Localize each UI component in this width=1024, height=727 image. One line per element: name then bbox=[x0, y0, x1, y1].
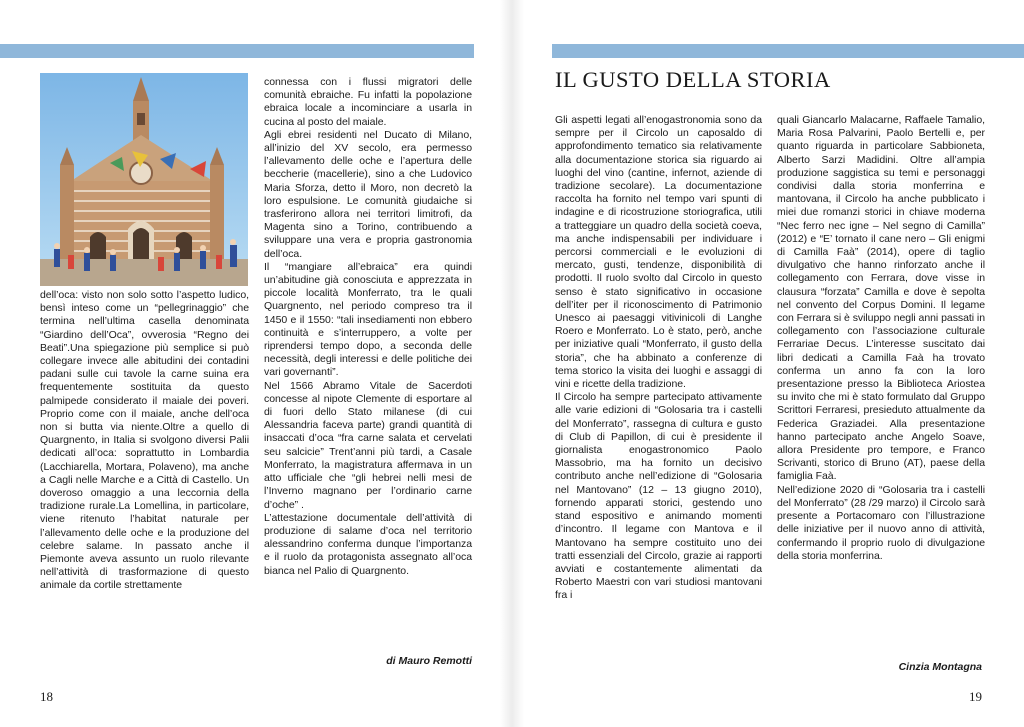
paragraph: Nell’edizione 2020 di “Golosaria tra i castelli del Monferrato” (28 /29 marzo) il Circolo sarà presente a Portacomaro con l’illustrazione delle iniziative per il nuovo anno di attività, confermando il proprio ruolo di divulgazione della storia monferrina. bbox=[777, 483, 985, 562]
paragraph: connessa con i flussi migratori delle comunità ebraiche. Fu infatti la popolazione ebraica locale a incominciare a usarla in cucina al posto del maiale. bbox=[264, 76, 472, 128]
paragraph: Gli aspetti legati all’enogastronomia sono da sempre per il Circolo un caposaldo di approfondimento tematico sia relativamente alla documentazione storica sia riguardo ai luoghi del vino (cantine, infernot, aziende di tradizione secolare). La documentazione raccolta ha fornito nel tempo vari spunti di indagine e di ricostruzione storiografica, utili a tratteggiare un quadro della società coeva, ma anche indispensabili per individuare i percorsi commerciali e le evoluzioni di mercato, gusti, tendenze, disponibilità di prodotti. Il ruolo svolto dal Circolo in questo senso è stato significativo in occasione dell’iter per il riconoscimento di Patrimonio Unesco ai paesaggi vitivinicoli di Langhe Roero e Monferrato. Lo è stato, però, anche per iniziative quali “Monferrato, il gusto della storia”, che ha abbinato a conferenze di tema storico la visita dei luoghi e assaggi di vini e ricette della tradizione. bbox=[555, 114, 762, 391]
paragraph: quali Giancarlo Malacarne, Raffaele Tamalio, Maria Rosa Palvarini, Paolo Bertelli e, per quanto riguarda in particolare Sabbioneta, Alberto Sarzi Madidini. Oltre all’ampia produzione saggistica su temi e personaggi condivisi dalla storia monferrina e mantovana, il Circolo ha anche pubblicato i miei due romanzi storici in chiave moderna “Nec ferro nec igne – Nel segno di Camilla” (2012) e “E’ tornato il cane nero – Gli enigmi di Camilla Faà” (2014), opere di taglio divulgativo che hanno rinforzato anche il collegamento con Ferrara, dove visse in clausura “forzata” Camilla e dove è sepolta nel convento del Corpus Domini. Il legame con Ferrara si è sviluppo negli anni passati in collegamento con l’associazione culturale Ferrariae Decus. L’interesse suscitato dai libri dedicati a Camilla Faà ha trovato conferma un anno fa con la loro presentazione presso la Biblioteca Ariostea su invito che mi è stato formulato dal Gruppo Scrittori Ferraresi, presieduto attualmente da Federica Graziadei. Alla presentazione hanno partecipato anche Angelo Soave, allora Presidente pro tempore, e Franco Scrivanti, storico di Bruno (AT), paese della famiglia Faà. bbox=[777, 114, 985, 483]
right-header-band bbox=[552, 44, 1024, 58]
article-title: IL GUSTO DELLA STORIA bbox=[555, 67, 831, 92]
article-column-2 bbox=[777, 114, 985, 563]
cathedral-photo bbox=[40, 73, 248, 286]
page-number: 18 bbox=[40, 689, 53, 704]
page-number: 19 bbox=[969, 689, 982, 704]
author-byline: di Mauro Remotti bbox=[386, 655, 472, 667]
article-column-2 bbox=[264, 76, 472, 578]
article-column-1: dell’oca: visto non solo sotto l’aspetto ludico, bensì inteso come un “pellegrinaggio” che termina nell’ultima casella denominata “Giardino dell’Oca”, ovverosia “Regno dei Beati”.Una spiegazione più semplice si può collegare invece alle abitudini dei contadini padani sulle cui tavole la carne suina era frequentemente sostituita da questo palmipede considerato il maiale dei poveri. Proprio come con il maiale, anche dell’oca non si butta via niente.Oltre a quello di Quargnento, in Italia si svolgono diversi Palii dedicati all’oca: soprattutto in Lombardia (Lacchiarella, Mortara, Polaveno), ma anche a Cagli nelle Marche e a Città di Castello. Un doveroso omaggio a una leccornia della tradizione rurale.La Lomellina, in particolare, viene ritenuto l’habitat naturale per l’allevamento delle oche e la produzione del celebre salame. In passato anche il Piemonte aveva assunto un ruolo rilevante nell’attività di trasformazione di questo animale da cortile strettamente bbox=[40, 289, 249, 592]
article-column-1 bbox=[555, 114, 762, 603]
paragraph: Il Circolo ha sempre partecipato attivamente alle varie edizioni di “Golosaria tra i castelli del Monferrato”, rassegna di cultura e gusto di Club di Papillon, di cui è presidente il giornalista enogastronomico Paolo Massobrio, ma ha fornito un decisivo contributo anche nell’edizione di “Golosaria nel Mantovano” (12 – 13 giugno 2010), fornendo apparati storici, gestendo uno stand espositivo e animando momenti d’incontro. Il legame con Mantova e il Mantovano ha sempre costituito uno dei tratti essenziali del Circolo, grazie ai rapporti avviati e costantemente alimentati da Roberto Maestri con vari studiosi mantovani fra i bbox=[555, 391, 762, 602]
paragraph: Agli ebrei residenti nel Ducato di Milano, all’inizio del XV secolo, era permesso l’allevamento delle oche e l’apertura delle beccherie (macellerie), sino a che Ludovico Maria Sforza, detto il Moro, non decretò la loro espulsione. Le comunità giudaiche si trasferirono allora nei territori limitrofi, da Magenta sino a Torino, contribuendo a sviluppare una vera e propria gastronomia dell’oca. bbox=[264, 128, 472, 260]
paragraph: L’attestazione documentale dell’attività di produzione di salame d’oca nel territorio alessandrino conferma dunque l’importanza e il ruolo da protagonista assegnato all’oca bianca nel Palio di Quargnento. bbox=[264, 511, 472, 577]
right-page bbox=[512, 0, 1024, 727]
paragraph: Nel 1566 Abramo Vitale de Sacerdoti concesse al nipote Clemente di esportare al di fuori dello Stato milanese (di cui Alessandria faceva parte) grandi quantità di insaccati d’oca “fra carne salata et cervelati seu salcicie” Trent’anni più tardi, a Casale Monferrato, la magistratura affermava in un atto ufficiale che “gli hebrei nelli mesi de l’Inverno magnano per l’ordinario carne d’oche” . bbox=[264, 379, 472, 511]
author-byline: Cinzia Montagna bbox=[898, 661, 982, 673]
left-header-band bbox=[0, 44, 474, 58]
paragraph: Il “mangiare all’ebraica” era quindi un’abitudine già conosciuta e apprezzata in piccole località Monferrato, tra le quali Quargnento, nel periodo compreso tra il 1450 e il 1550: “tali insediamenti non ebbero continuità e s’interruppero, a volte per riprendersi tempo dopo, a seconda delle necessità, degli interessi e delle politiche dei vari governanti”. bbox=[264, 260, 472, 379]
